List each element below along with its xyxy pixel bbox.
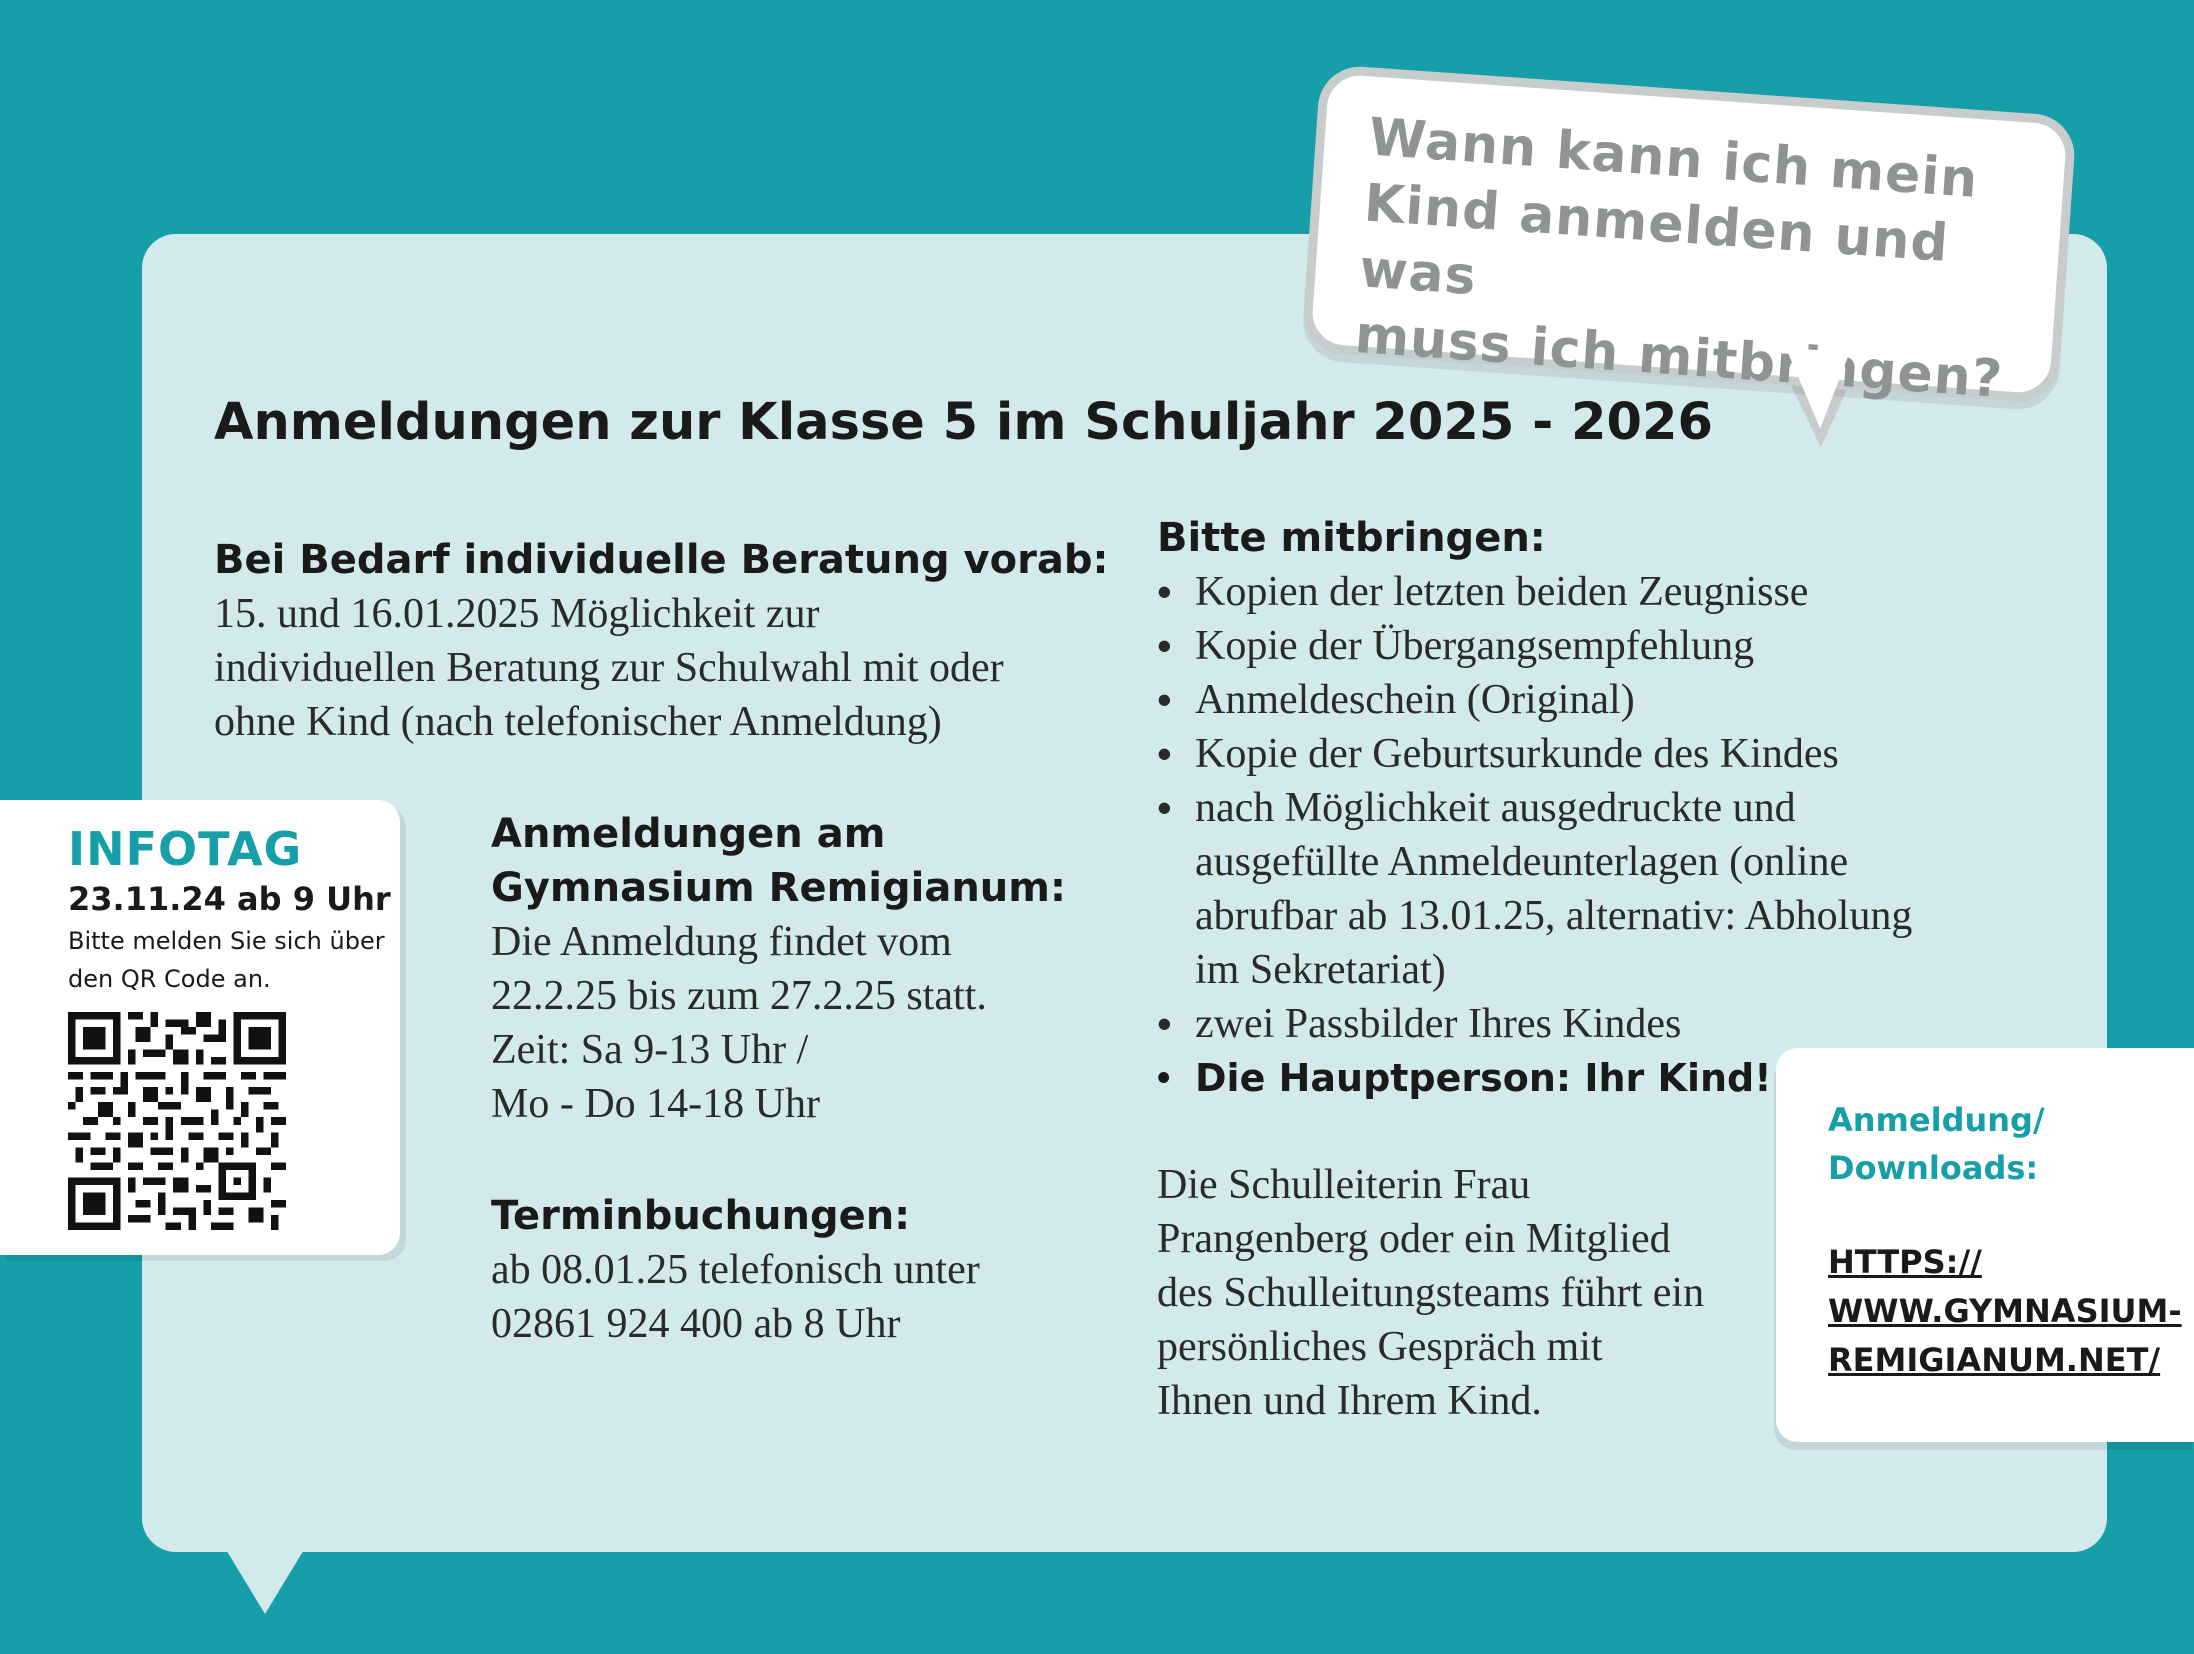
list-item: • nach Möglichkeit ausgedruckte und ausgefüllte Anmeldeunterlagen (online abrufbar ab 13.01.25, alternativ: Abholung im Sekretariat) [1157, 781, 1987, 997]
termin-line: 02861 924 400 ab 8 Uhr [491, 1301, 901, 1347]
list-item: • zwei Passbilder Ihres Kindes [1157, 997, 1987, 1051]
infotag-date: 23.11.24 ab 9 Uhr [68, 880, 391, 918]
info-bubble-tail [225, 1548, 305, 1614]
anmeldungen-heading: Anmeldungen am [491, 811, 886, 857]
gespraech-line: persönliches Gespräch mit [1157, 1324, 1603, 1370]
mitbringen-heading: Bitte mitbringen: [1157, 515, 1546, 561]
termin-heading: Terminbuchungen: [491, 1193, 911, 1239]
list-item-highlight: • Die Hauptperson: Ihr Kind! [1157, 1051, 1987, 1105]
anmeldungen-line: Mo - Do 14-18 Uhr [491, 1081, 820, 1127]
download-label: Anmeldung/ Downloads: [1828, 1101, 2045, 1187]
list-item: • Kopie der Übergangsempfehlung [1157, 619, 1987, 673]
speech-bubble-tail [1780, 348, 1849, 430]
infotag-card [0, 800, 400, 1255]
anmeldungen-line: Zeit: Sa 9-13 Uhr / [491, 1027, 809, 1073]
termin-section [491, 1189, 1091, 1351]
beratung-section [214, 533, 1114, 749]
beratung-line: 15. und 16.01.2025 Möglichkeit zur [214, 591, 820, 637]
beratung-line: ohne Kind (nach telefonischer Anmeldung) [214, 699, 942, 745]
anmeldungen-section [491, 807, 1091, 1131]
gespraech-line: Ihnen und Ihrem Kind. [1157, 1378, 1542, 1424]
anmeldungen-heading: Gymnasium Remigianum: [491, 865, 1066, 911]
qr-code-icon[interactable] [68, 1012, 286, 1230]
gespraech-line: des Schulleitungsteams führt ein [1157, 1270, 1705, 1316]
infotag-note: Bitte melden Sie sich über den QR Code an. [68, 927, 385, 993]
gespraech-line: Prangenberg oder ein Mitglied [1157, 1216, 1671, 1262]
mitbringen-section [1157, 511, 1987, 1105]
list-item: • Kopien der letzten beiden Zeugnisse [1157, 565, 1987, 619]
termin-line: ab 08.01.25 telefonisch unter [491, 1247, 980, 1293]
download-card [1776, 1048, 2194, 1442]
page-title: Anmeldungen zur Klasse 5 im Schuljahr 2025 - 2026 [214, 393, 1713, 452]
list-item: • Anmeldeschein (Original) [1157, 673, 1987, 727]
anmeldungen-line: Die Anmeldung findet vom [491, 919, 952, 965]
list-item: • Kopie der Geburtsurkunde des Kindes [1157, 727, 1987, 781]
mitbringen-list [1157, 565, 1987, 1105]
beratung-heading: Bei Bedarf individuelle Beratung vorab: [214, 537, 1109, 583]
speech-bubble-text: Wann kann ich mein Kind anmelden und was muss ich mitbringen? [1353, 107, 2005, 411]
infotag-title: INFOTAG [68, 822, 303, 876]
gespraech-line: Die Schulleiterin Frau [1157, 1162, 1531, 1208]
beratung-line: individuellen Beratung zur Schulwahl mit oder [214, 645, 1004, 691]
anmeldungen-line: 22.2.25 bis zum 27.2.25 statt. [491, 973, 987, 1019]
website-link[interactable]: HTTPS:// WWW.GYMNASIUM- REMIGIANUM.NET/ [1828, 1243, 2182, 1379]
gespraech-section [1157, 1158, 1777, 1428]
speech-bubble [1301, 64, 2077, 411]
